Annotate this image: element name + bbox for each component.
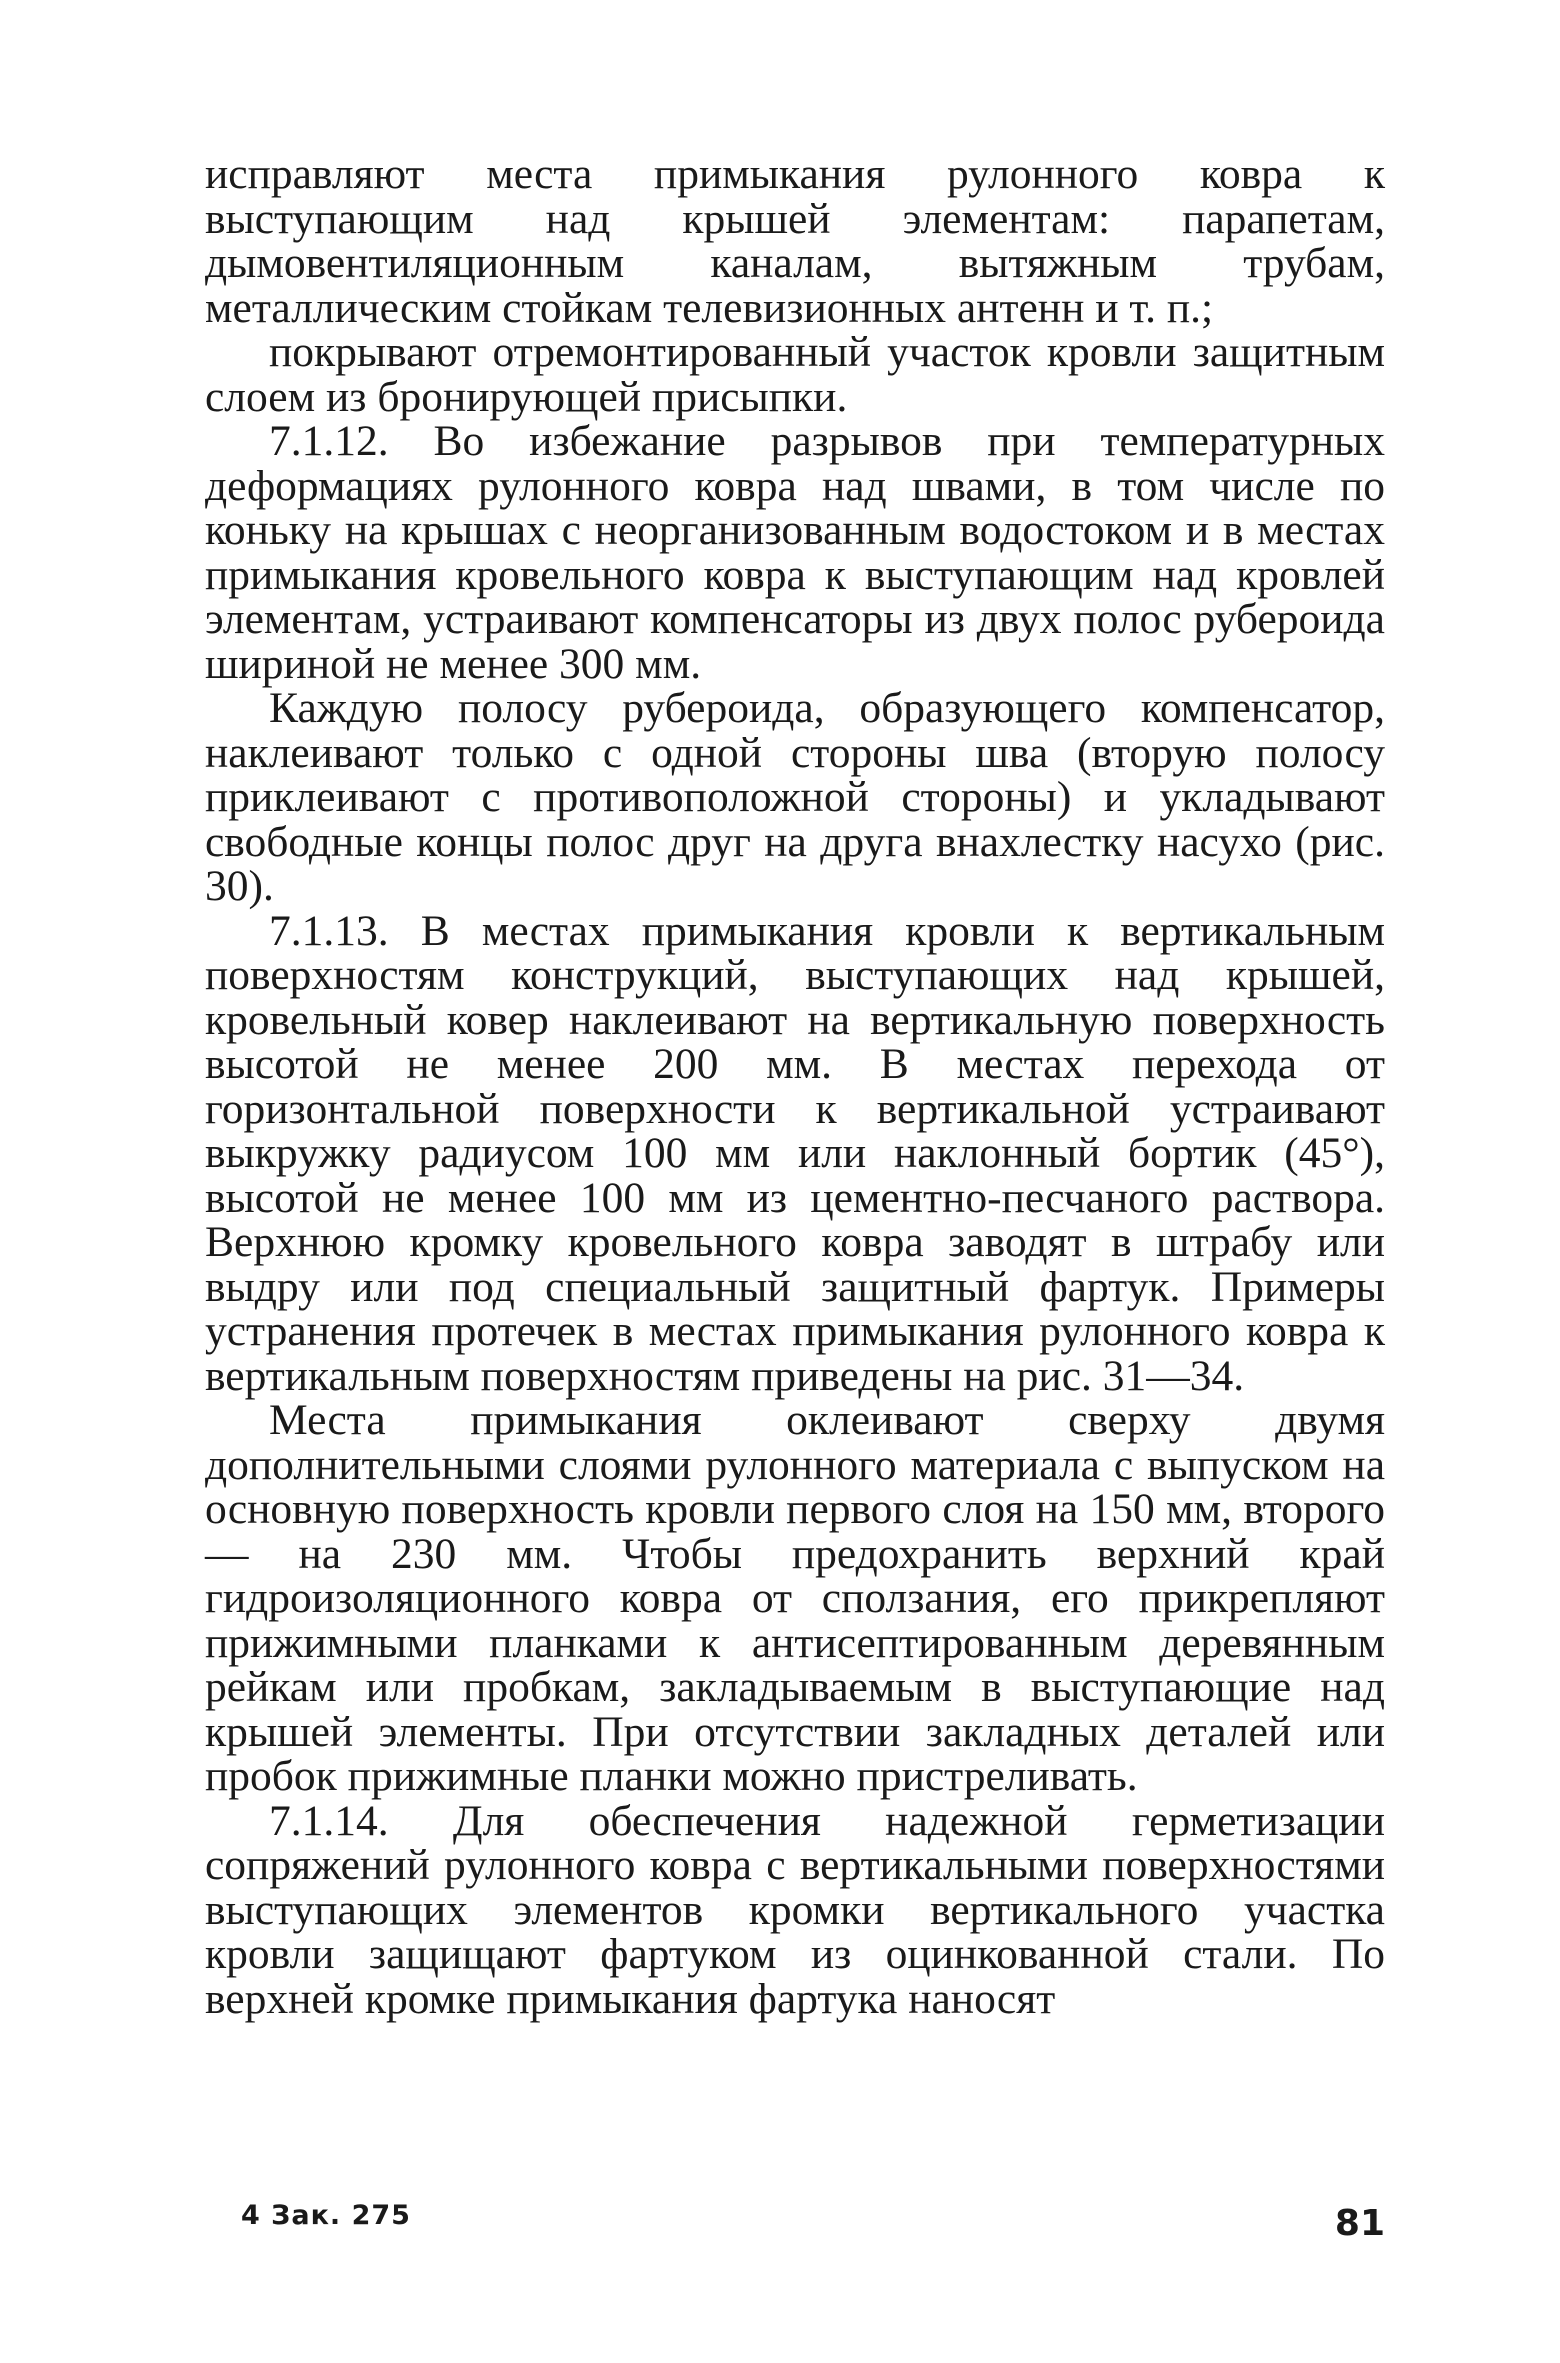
paragraph-7-1-13: 7.1.13. В местах примыкания кровли к вертикальным поверхностям конструкций, выступающих над крышей, кровельный ковер наклеивают на вертикальную поверхность высотой не менее 200 мм. В местах перехода от горизонтальной поверхности к вертикальной устраивают выкружку радиусом 100 мм или наклонный бортик (45°), высотой не менее 100 мм из цементно-песчаного раствора. Верхнюю кромку кровельного ковра заводят в штрабу или выдру или под специальный защитный фартук. Примеры устранения протечек в местах примыкания рулонного ковра к вертикальным поверхностям приведены на рис. 31—34. xyxy=(205,906,1385,1400)
paragraph-7-1-12: 7.1.12. Во избежание разрывов при температурных деформациях рулонного ковра над швами, в том числе по коньку на крышах с неорганизованным водостоком и в местах примыкания кровельного ковра к выступающим над кровлей элементам, устраивают компенсаторы из двух полос рубероида шириной не менее 300 мм. xyxy=(205,417,1385,688)
page-body-text xyxy=(205,152,1385,2021)
page-number: 81 xyxy=(1334,2203,1385,2244)
paragraph-compensator-strips: Каждую полосу рубероида, образующего компенсатор, наклеивают только с одной стороны шва (вторую полосу приклеивают с противоположной стороны) и укладывают свободные концы полос друг на друга внахлестку насухо (рис. 30). xyxy=(205,684,1385,910)
page-footer xyxy=(205,2198,1385,2258)
paragraph-7-1-14: 7.1.14. Для обеспечения надежной герметизации сопряжений рулонного ковра с вертикальными поверхностями выступающих элементов кромки вертикального участка кровли защищают фартуком из оцинкованной стали. По верхней кромке примыкания фартука наносят xyxy=(205,1796,1385,2023)
printing-order-note: 4 Зак. 275 xyxy=(241,2200,411,2231)
paragraph-repair-junctions: исправляют места примыкания рулонного ковра к выступающим над крышей элементам: парапетам, дымовентиляционным каналам, вытяжным трубам, металлическим стойкам телевизионных антенн и т. п.; xyxy=(205,150,1385,332)
paragraph-protective-layer: покрывают отремонтированный участок кровли защитным слоем из бронирующей присыпки. xyxy=(205,328,1385,421)
paragraph-extra-layers: Места примыкания оклеивают сверху двумя дополнительными слоями рулонного материала с выпуском на основную поверхность кровли первого слоя на 150 мм, второго — на 230 мм. Чтобы предохранить верхний край гидроизоляционного ковра от сползания, его прикрепляют прижимными планками к антисептированным деревянным рейкам или пробкам, закладываемым в выступающие над крышей элементы. При отсутствии закладных деталей или пробок прижимные планки можно пристреливать. xyxy=(205,1396,1385,1800)
